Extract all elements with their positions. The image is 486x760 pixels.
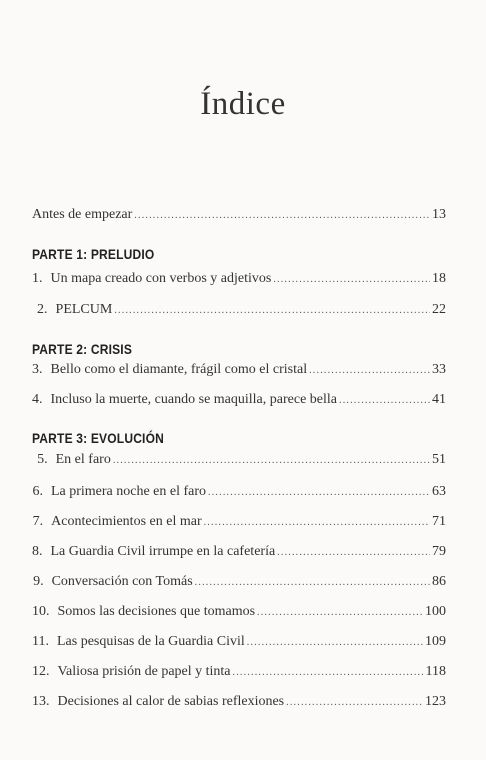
dot-leader (277, 547, 430, 558)
toc-entry-label: La Guardia Civil irrumpe en la cafetería (50, 544, 276, 559)
dot-leader (339, 395, 430, 406)
toc-entry (32, 574, 446, 590)
toc-entry (32, 544, 446, 560)
chapter-number: 3. (32, 362, 43, 377)
toc-entry-label: Las pesquisas de la Guardia Civil (56, 634, 245, 649)
toc-entry-label: Incluso la muerte, cuando se maquilla, parece bella (50, 392, 337, 407)
toc-entry-label: Decisiones al calor de sabias reflexiones (57, 694, 285, 709)
page-title: Índice (200, 86, 286, 122)
toc-entry-label: Valiosa prisión de papel y tinta (57, 664, 231, 679)
chapter-number: 10. (32, 604, 50, 619)
toc-page-number: 63 (432, 484, 446, 499)
part-heading-3: PARTE 3: EVOLUCIÓN (32, 430, 164, 446)
toc-entry (32, 302, 446, 318)
toc-entry-label: En el faro (55, 452, 111, 467)
toc-page-number: 18 (432, 271, 446, 286)
toc-entry-label: Acontecimientos en el mar (51, 514, 202, 529)
toc-entry (32, 514, 446, 530)
chapter-number: 4. (32, 392, 43, 407)
toc-page-number: 86 (432, 574, 446, 589)
toc-entry (32, 664, 446, 680)
toc-entry-label: PELCUM (55, 302, 113, 317)
toc-entry-label: Somos las decisiones que tomamos (57, 604, 256, 619)
toc-entry-label: La primera noche en el faro (50, 484, 207, 499)
chapter-number: 11. (32, 634, 49, 649)
dot-leader (257, 607, 423, 618)
toc-entry-label: Conversación con Tomás (51, 574, 193, 589)
toc-entry-intro (32, 207, 446, 223)
toc-page-number: 123 (425, 694, 446, 709)
toc-entry (32, 604, 446, 620)
toc-entry (32, 484, 446, 500)
dot-leader (208, 487, 430, 498)
dot-leader (114, 305, 430, 316)
dot-leader (134, 210, 430, 221)
toc-entry-label: Bello como el diamante, frágil como el cristal (50, 362, 308, 377)
dot-leader (286, 697, 423, 708)
toc-entry (32, 634, 446, 650)
toc-page-number: 79 (432, 544, 446, 559)
dot-leader (273, 274, 430, 285)
chapter-number: 13. (32, 694, 50, 709)
dot-leader (204, 517, 430, 528)
toc-entry (32, 362, 446, 378)
toc-page-number: 13 (432, 207, 446, 222)
part-heading-1: PARTE 1: PRELUDIO (32, 246, 155, 262)
toc-entry (32, 694, 446, 710)
toc-page-number: 118 (425, 664, 446, 679)
toc-entry (32, 271, 446, 287)
toc-page-number: 100 (425, 604, 446, 619)
toc-entry (32, 392, 446, 408)
toc-page-number: 71 (432, 514, 446, 529)
toc-page-number: 41 (432, 392, 446, 407)
toc-page-number: 109 (425, 634, 446, 649)
toc-entry (32, 452, 446, 468)
chapter-number: 2. (37, 302, 48, 317)
chapter-number: 1. (32, 271, 43, 286)
dot-leader (309, 365, 430, 376)
dot-leader (233, 667, 424, 678)
chapter-number: 12. (32, 664, 50, 679)
chapter-number: 8. (32, 544, 43, 559)
toc-page-number: 33 (432, 362, 446, 377)
dot-leader (113, 455, 430, 466)
toc-entry-label: Un mapa creado con verbos y adjetivos (50, 271, 272, 286)
chapter-number: 6. (32, 484, 43, 499)
chapter-number: 7. (32, 514, 44, 529)
part-heading-2: PARTE 2: CRISIS (32, 341, 133, 357)
dot-leader (195, 577, 430, 588)
toc-entry-label: Antes de empezar (32, 207, 133, 222)
dot-leader (247, 637, 423, 648)
chapter-number: 9. (33, 574, 44, 589)
toc-page-number: 51 (432, 452, 446, 467)
toc-page-number: 22 (432, 302, 446, 317)
chapter-number: 5. (37, 452, 48, 467)
